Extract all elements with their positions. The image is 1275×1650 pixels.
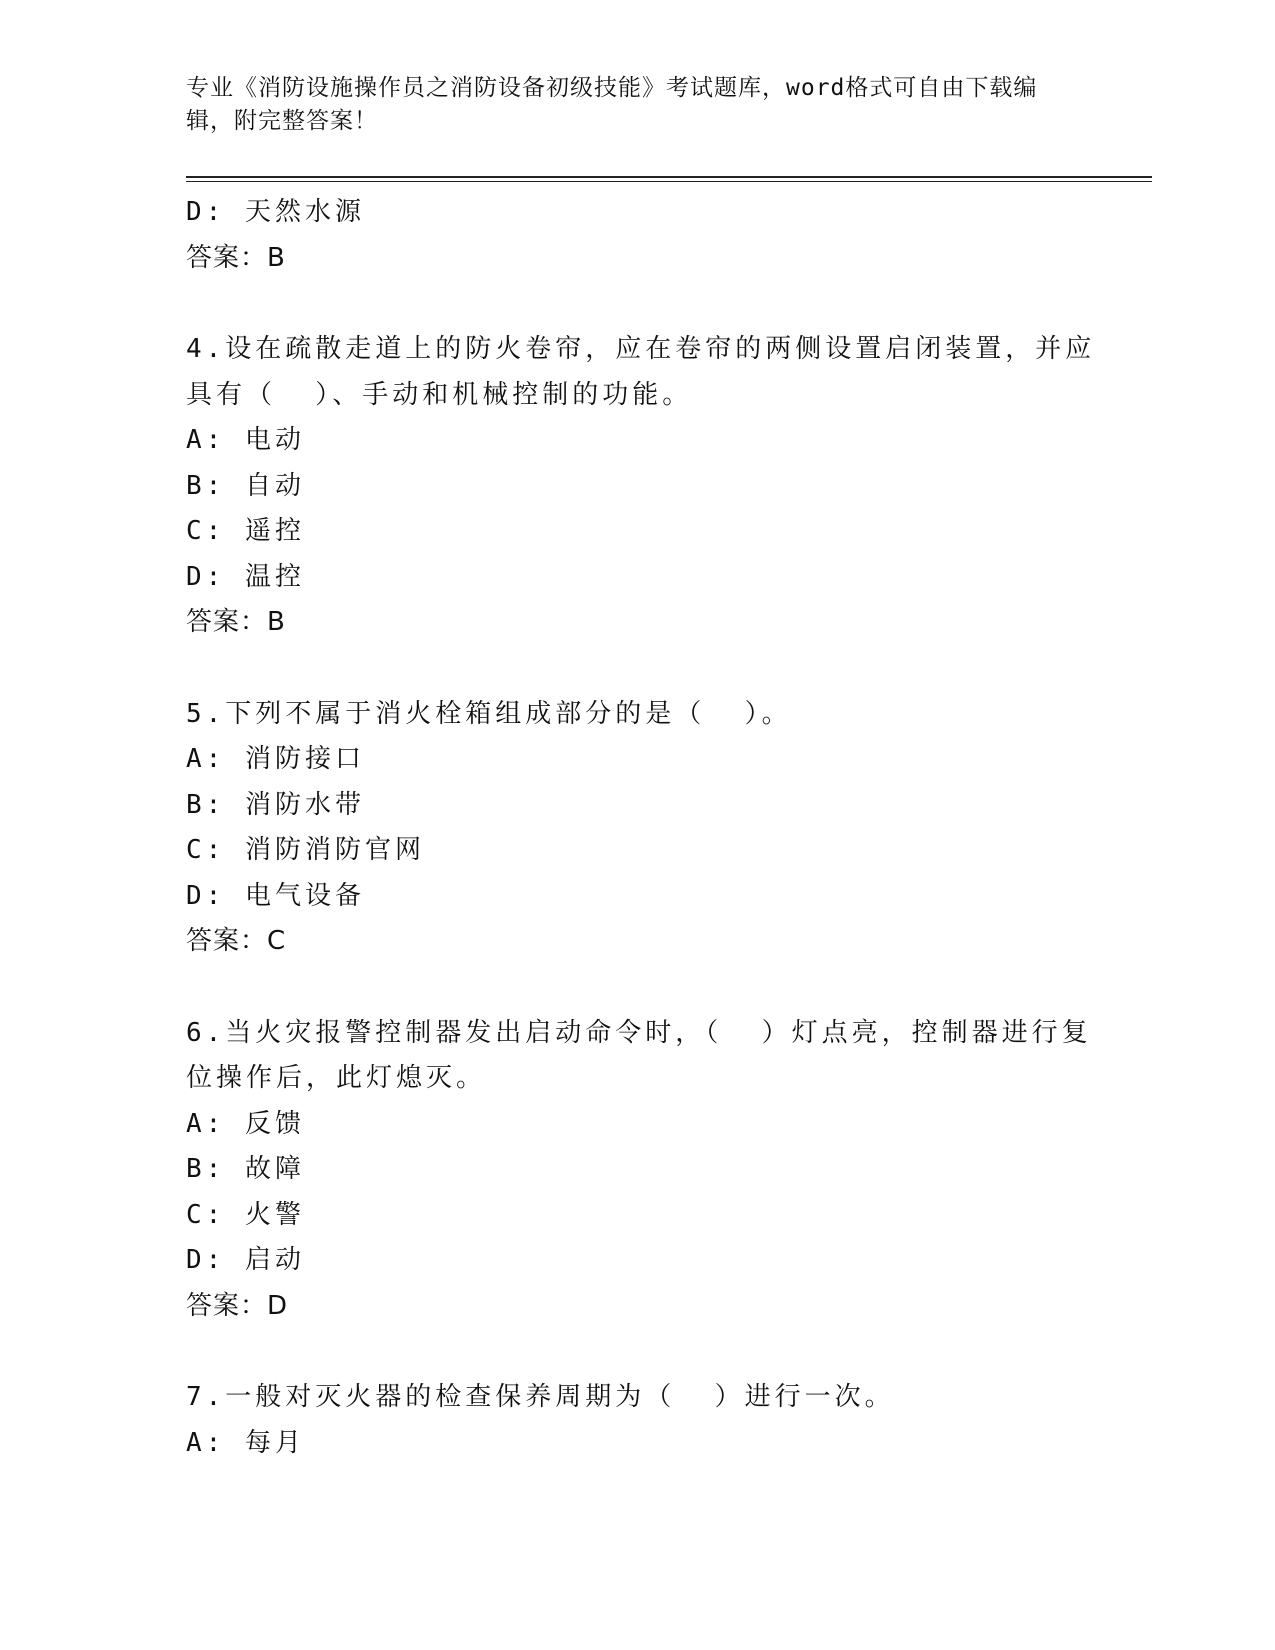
option-c: C: 火警 [186,1199,305,1230]
question-7 [186,1375,1086,1466]
question-stem-cont: 位操作后，此灯熄灭。 [186,1063,487,1093]
header-rule-thick [186,176,1152,178]
answer: 答案：D [186,1290,289,1321]
header-line-2: 辑，附完整答案！ [186,108,378,134]
option-c: C: 消防消防官网 [186,835,425,865]
header-rule-thin [186,181,1152,182]
option-a: A: 每月 [186,1427,305,1458]
question-stem-cont: 具有（ ）、手动和机械控制的功能。 [186,379,693,410]
answer: 答案：B [186,607,286,637]
question-stem: 4.设在疏散走道上的防火卷帘，应在卷帘的两侧设置启闭装置，并应 [186,334,1096,364]
answer: 答案：C [186,926,287,956]
option-d: D: 启动 [186,1245,305,1275]
question-stem: 5.下列不属于消火栓箱组成部分的是（ ）。 [186,698,792,729]
option-c: C: 遥控 [186,516,305,546]
document-header [186,72,1066,138]
answer: 答案：B [186,242,286,273]
option-a: A: 电动 [186,425,305,455]
option-b: B: 故障 [186,1154,305,1184]
question-stem: 6.当火灾报警控制器发出启动命令时，（ ）灯点亮，控制器进行复 [186,1017,1092,1048]
question-list [186,190,1096,1466]
option-d: D: 温控 [186,561,305,592]
option-d: D: 电气设备 [186,880,365,911]
question-stem: 7.一般对灭火器的检查保养周期为（ ）进行一次。 [186,1382,895,1412]
question-6 [186,1011,1092,1330]
option-a: A: 消防接口 [186,744,365,774]
question-4 [186,327,1096,646]
question-3-tail [186,190,1086,281]
option-b: B: 自动 [186,470,305,501]
option-b: B: 消防水带 [186,789,365,820]
option-d: D: 天然水源 [186,197,365,227]
question-5 [186,692,1086,965]
header-line-1: 专业《消防设施操作员之消防设备初级技能》考试题库，word格式可自由下载编 [186,75,1038,101]
option-a: A: 反馈 [186,1108,305,1139]
